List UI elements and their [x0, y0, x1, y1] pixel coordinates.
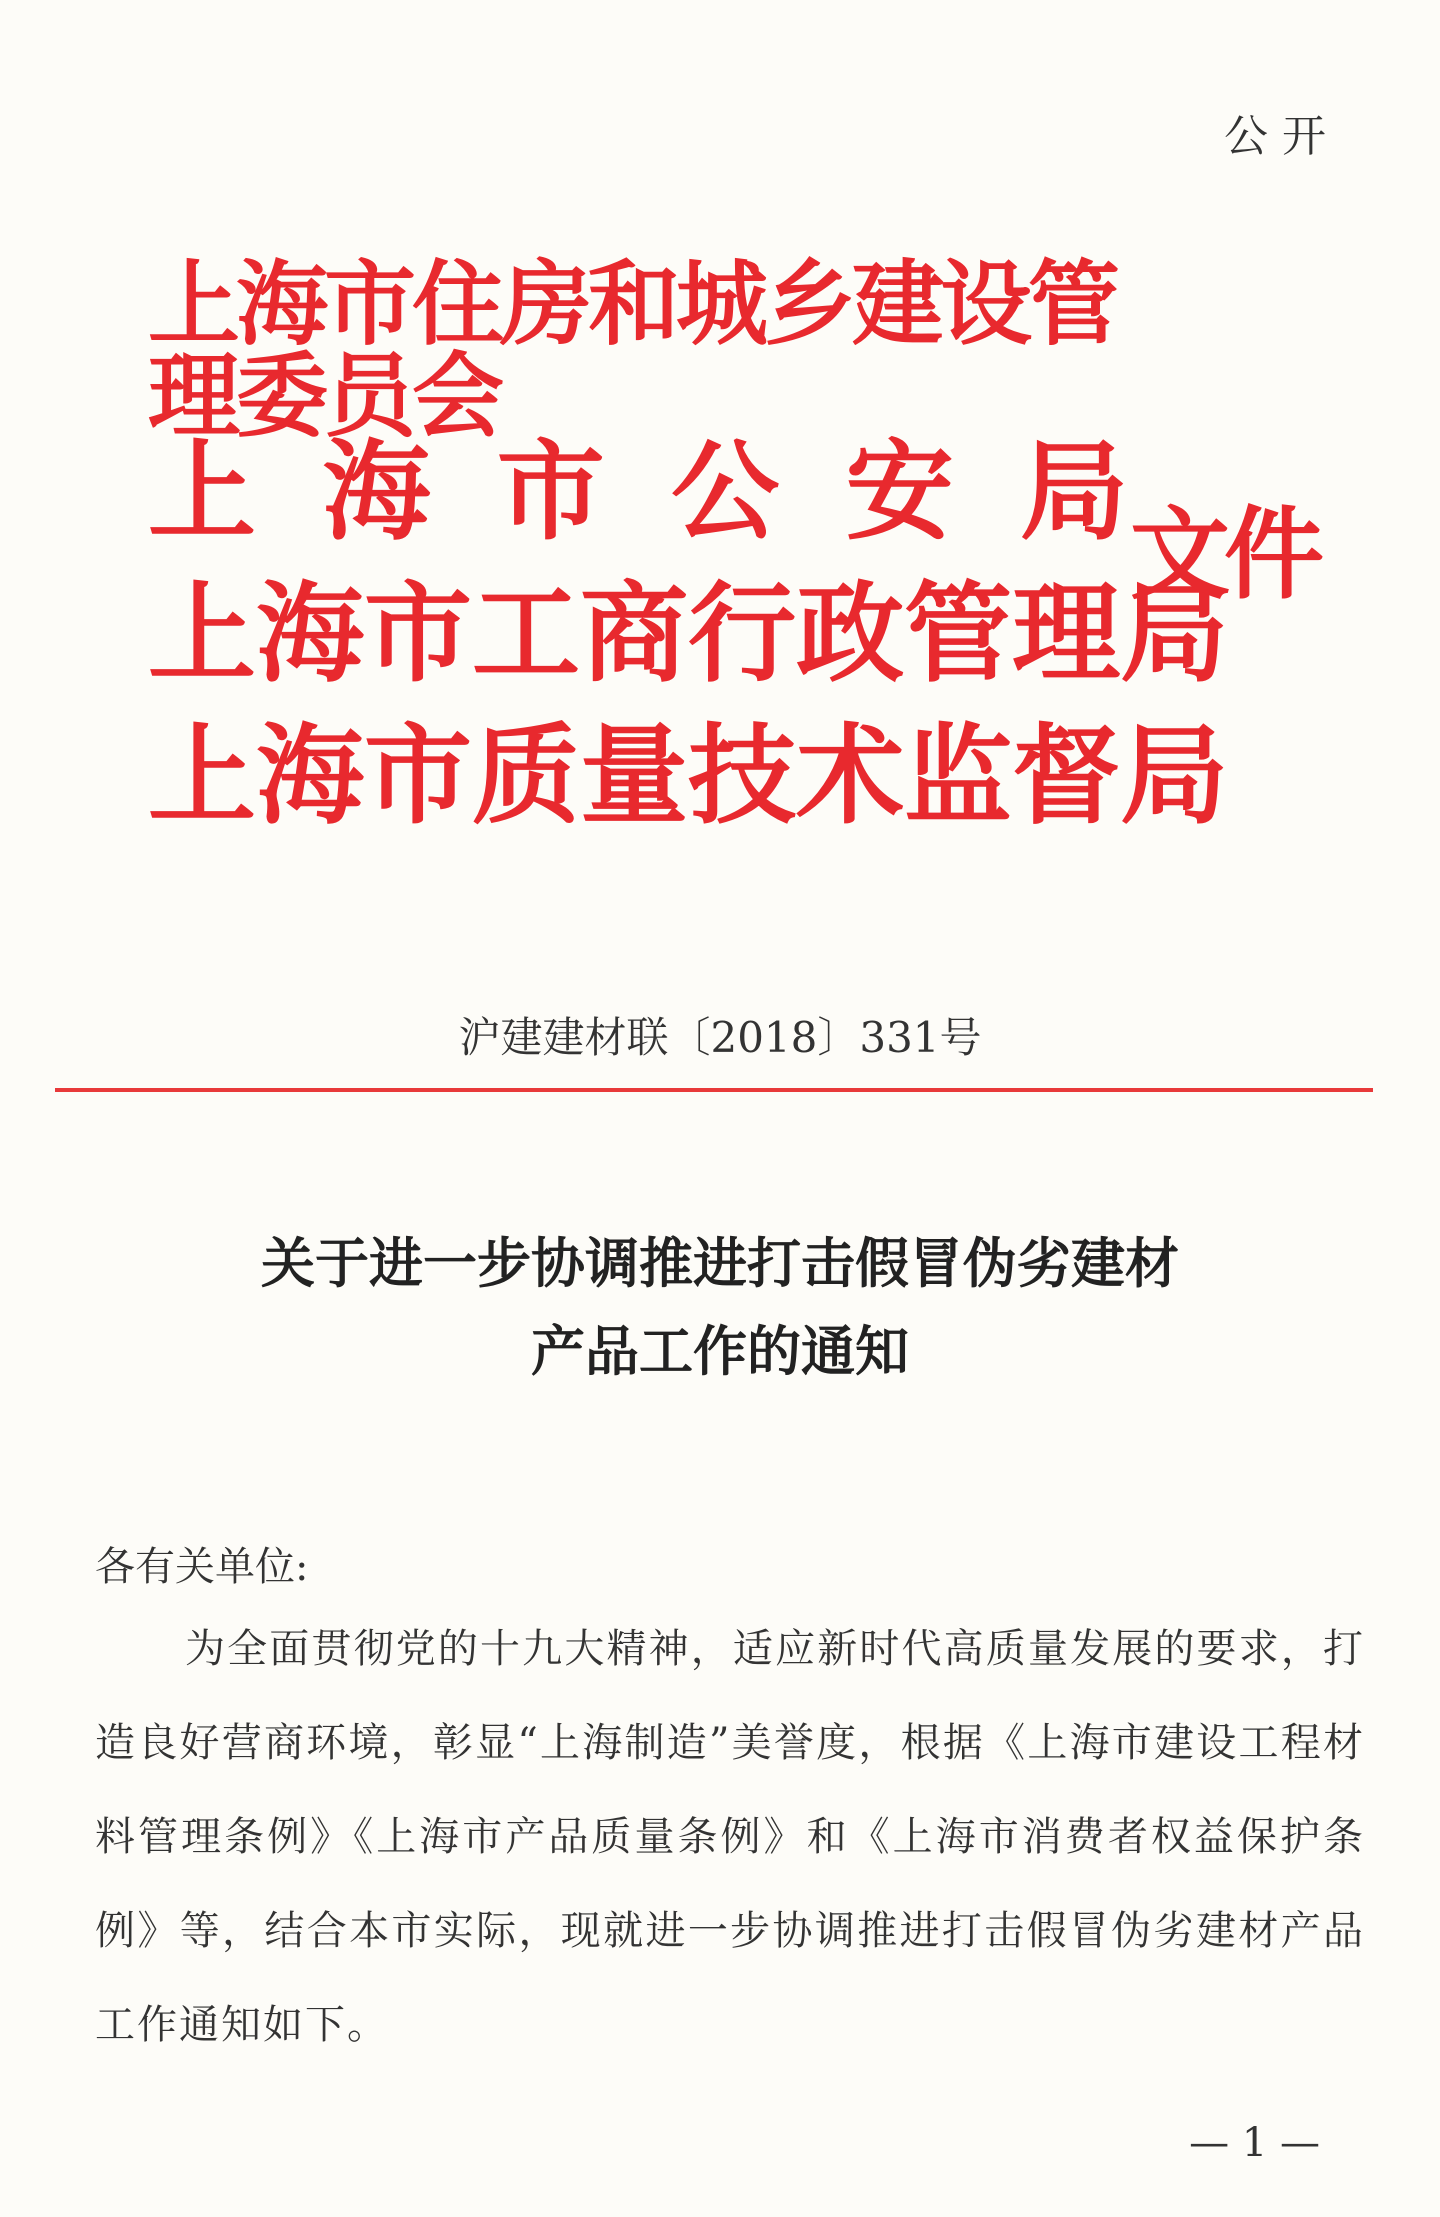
letterhead-char: 海 — [256, 714, 365, 839]
letterhead-char: 行 — [688, 572, 797, 697]
letterhead-char: 海 — [256, 572, 365, 697]
letterhead-char: 工 — [472, 572, 581, 697]
letterhead-char: 政 — [796, 572, 905, 697]
letterhead-char: 监 — [904, 714, 1013, 839]
red-divider-line — [55, 1088, 1373, 1092]
document-number: 沪建建材联〔2018〕331号 — [458, 1013, 982, 1062]
letterhead-char: 海 — [322, 430, 431, 555]
letterhead-char: 技 — [688, 714, 797, 839]
letterhead-char: 质 — [472, 714, 581, 839]
salutation: 各有关单位: — [95, 1544, 309, 1590]
letterhead-char: 商 — [580, 572, 689, 697]
letterhead-char: 市 — [496, 430, 605, 555]
body-paragraph: 为全面贯彻党的十九大精神，适应新时代高质量发展的要求，打造良好营商环境，彰显“上海制造”美誉度，根据《上海市建设工程材料管理条例》《上海市产品质量条例》和《上海市消费者权益保护条例》等，结合本市实际，现就进一步协调推进打击假冒伪劣建材产品工作通知如下。 — [95, 1626, 1365, 2048]
letterhead-char: 督 — [1012, 714, 1121, 839]
letterhead-char: 市 — [364, 572, 473, 697]
letterhead-char: 量 — [580, 714, 689, 839]
letterhead-char: 局 — [1019, 430, 1128, 555]
page-number: — 1 — — [1189, 2120, 1320, 2166]
letterhead-char: 局 — [1120, 572, 1229, 697]
letterhead-suffix: 文件 — [1130, 496, 1318, 613]
letterhead-char: 上 — [148, 714, 257, 839]
letterhead-agency-1: 上海市住房和城乡建设管理委员会 — [148, 251, 1117, 450]
title-line-1: 关于进一步协调推进打击假冒伪劣建材 — [261, 1232, 1179, 1295]
letterhead-char: 上 — [148, 430, 257, 555]
document-title — [0, 1220, 1440, 1396]
letterhead-char: 市 — [364, 714, 473, 839]
letterhead-char: 管 — [904, 572, 1013, 697]
letterhead-char: 理 — [1012, 572, 1121, 697]
letterhead-agency-4 — [148, 706, 1229, 848]
letterhead-char: 公 — [671, 430, 780, 555]
letterhead-char: 上 — [148, 572, 257, 697]
classification-label: 公开 — [1224, 111, 1340, 162]
title-line-2: 产品工作的通知 — [531, 1320, 909, 1383]
letterhead-agency-3 — [148, 564, 1229, 706]
letterhead-char: 安 — [845, 430, 954, 555]
letterhead-char: 局 — [1120, 714, 1229, 839]
letterhead-char: 术 — [796, 714, 905, 839]
